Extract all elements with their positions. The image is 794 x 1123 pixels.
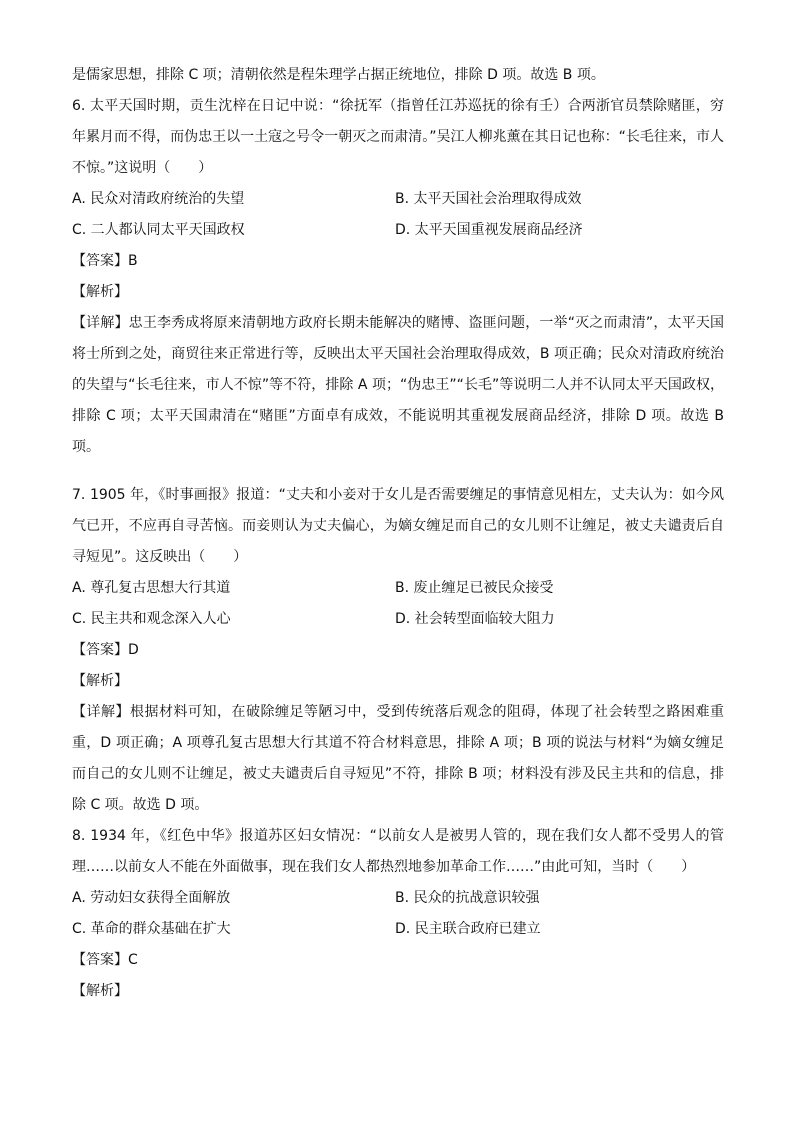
question-8	[72, 821, 724, 1007]
options-row-ab	[72, 184, 724, 215]
option-d: D. 民主联合政府已建立	[395, 921, 541, 937]
answer-line	[72, 246, 724, 277]
answer-tag: 【答案】	[72, 253, 128, 269]
options-row-ab	[72, 573, 724, 604]
option-c: C. 革命的群众基础在扩大	[72, 921, 231, 937]
answer-line	[72, 635, 724, 666]
option-b: B. 太平天国社会治理取得成效	[395, 191, 582, 207]
option-c: C. 二人都认同太平天国政权	[72, 222, 245, 238]
option-d: D. 太平天国重视发展商品经济	[395, 222, 583, 238]
options-row-ab	[72, 883, 724, 914]
answer-tag: 【答案】	[72, 642, 128, 658]
option-a: A. 尊孔复古思想大行其道	[72, 580, 231, 596]
analysis-heading	[72, 277, 724, 308]
answer-value: B	[128, 253, 138, 269]
document-body	[72, 60, 724, 1007]
option-c: C. 民主共和观念深入人心	[72, 611, 231, 627]
answer-line	[72, 945, 724, 976]
analysis-heading	[72, 666, 724, 697]
detail-paragraph	[72, 308, 724, 463]
answer-value: D	[128, 642, 139, 658]
question-stem: 6. 太平天国时期，贡生沈梓在日记中说：“徐抚军（指曾任江苏巡抚的徐有壬）合两浙官员禁除赌匪，穷年累月而不得，而伪忠王以一土寇之号令一朝灭之而肃清。”吴江人柳兆薰在其日记也称：“长毛往来，市人不惊。”这说明（ ）	[72, 98, 724, 176]
options-row-cd	[72, 914, 724, 945]
option-b: B. 民众的抗战意识较强	[395, 890, 540, 906]
option-b: B. 废止缠足已被民众接受	[395, 580, 554, 596]
question-stem: 7. 1905 年，《时事画报》报道：“丈夫和小妾对于女儿是否需要缠足的事情意见相左，丈夫认为：如今风气已开，不应再自寻苦恼。而妾则认为丈夫偏心，为嫡女缠足而自己的女儿则不让缠足，被丈夫谴责后自寻短见”。这反映出（ ）	[72, 487, 724, 565]
option-a: A. 劳动妇女获得全面解放	[72, 890, 231, 906]
analysis-heading	[72, 976, 724, 1007]
detail-paragraph	[72, 697, 724, 821]
answer-value: C	[128, 952, 138, 968]
detail-text: 根据材料可知，在破除缠足等陋习中，受到传统落后观念的阻碍，体现了社会转型之路困难重重，D 项正确；A 项尊孔复古思想大行其道不符合材料意思，排除 A 项；B 项的说法与材料“为嫡女缠足而自己的女儿则不让缠足，被丈夫谴责后自寻短见”不符，排除 B 项；材料没有涉及民主共和的信息，排除 C 项。故选 D 项。	[72, 704, 724, 813]
question-7	[72, 480, 724, 821]
analysis-tag: 【解析】	[72, 983, 128, 999]
options-row-cd	[72, 604, 724, 635]
question-6	[72, 91, 724, 463]
option-a: A. 民众对清政府统治的失望	[72, 191, 245, 207]
question-stem: 8. 1934 年，《红色中华》报道苏区妇女情况：“以前女人是被男人管的，现在我们女人都不受男人的管理……以前女人不能在外面做事，现在我们女人都热烈地参加革命工作……”由此可知，当时（ ）	[72, 828, 724, 875]
answer-tag: 【答案】	[72, 952, 128, 968]
intro-line: 是儒家思想，排除 C 项；清朝依然是程朱理学占据正统地位，排除 D 项。故选 B 项。	[72, 67, 605, 83]
detail-tag: 【详解】	[72, 704, 130, 720]
option-d: D. 社会转型面临较大阻力	[395, 611, 555, 627]
analysis-tag: 【解析】	[72, 284, 128, 300]
detail-text: 忠王李秀成将原来清朝地方政府长期未能解决的赌博、盗匪问题，一举“灭之而肃清”，太平天国将士所到之处，商贸往来正常进行等，反映出太平天国社会治理取得成效，B 项正确；民众对清政府统治的失望与“长毛往来，市人不惊”等不符，排除 A 项；“伪忠王”“长毛”等说明二人并不认同太平天国政权，排除 C 项；太平天国肃清在“赌匪”方面卓有成效，不能说明其重视发展商品经济，排除 D 项。故选 B 项。	[72, 315, 724, 455]
spacer	[72, 463, 724, 480]
detail-tag: 【详解】	[72, 315, 129, 331]
analysis-tag: 【解析】	[72, 673, 128, 689]
options-row-cd	[72, 215, 724, 246]
